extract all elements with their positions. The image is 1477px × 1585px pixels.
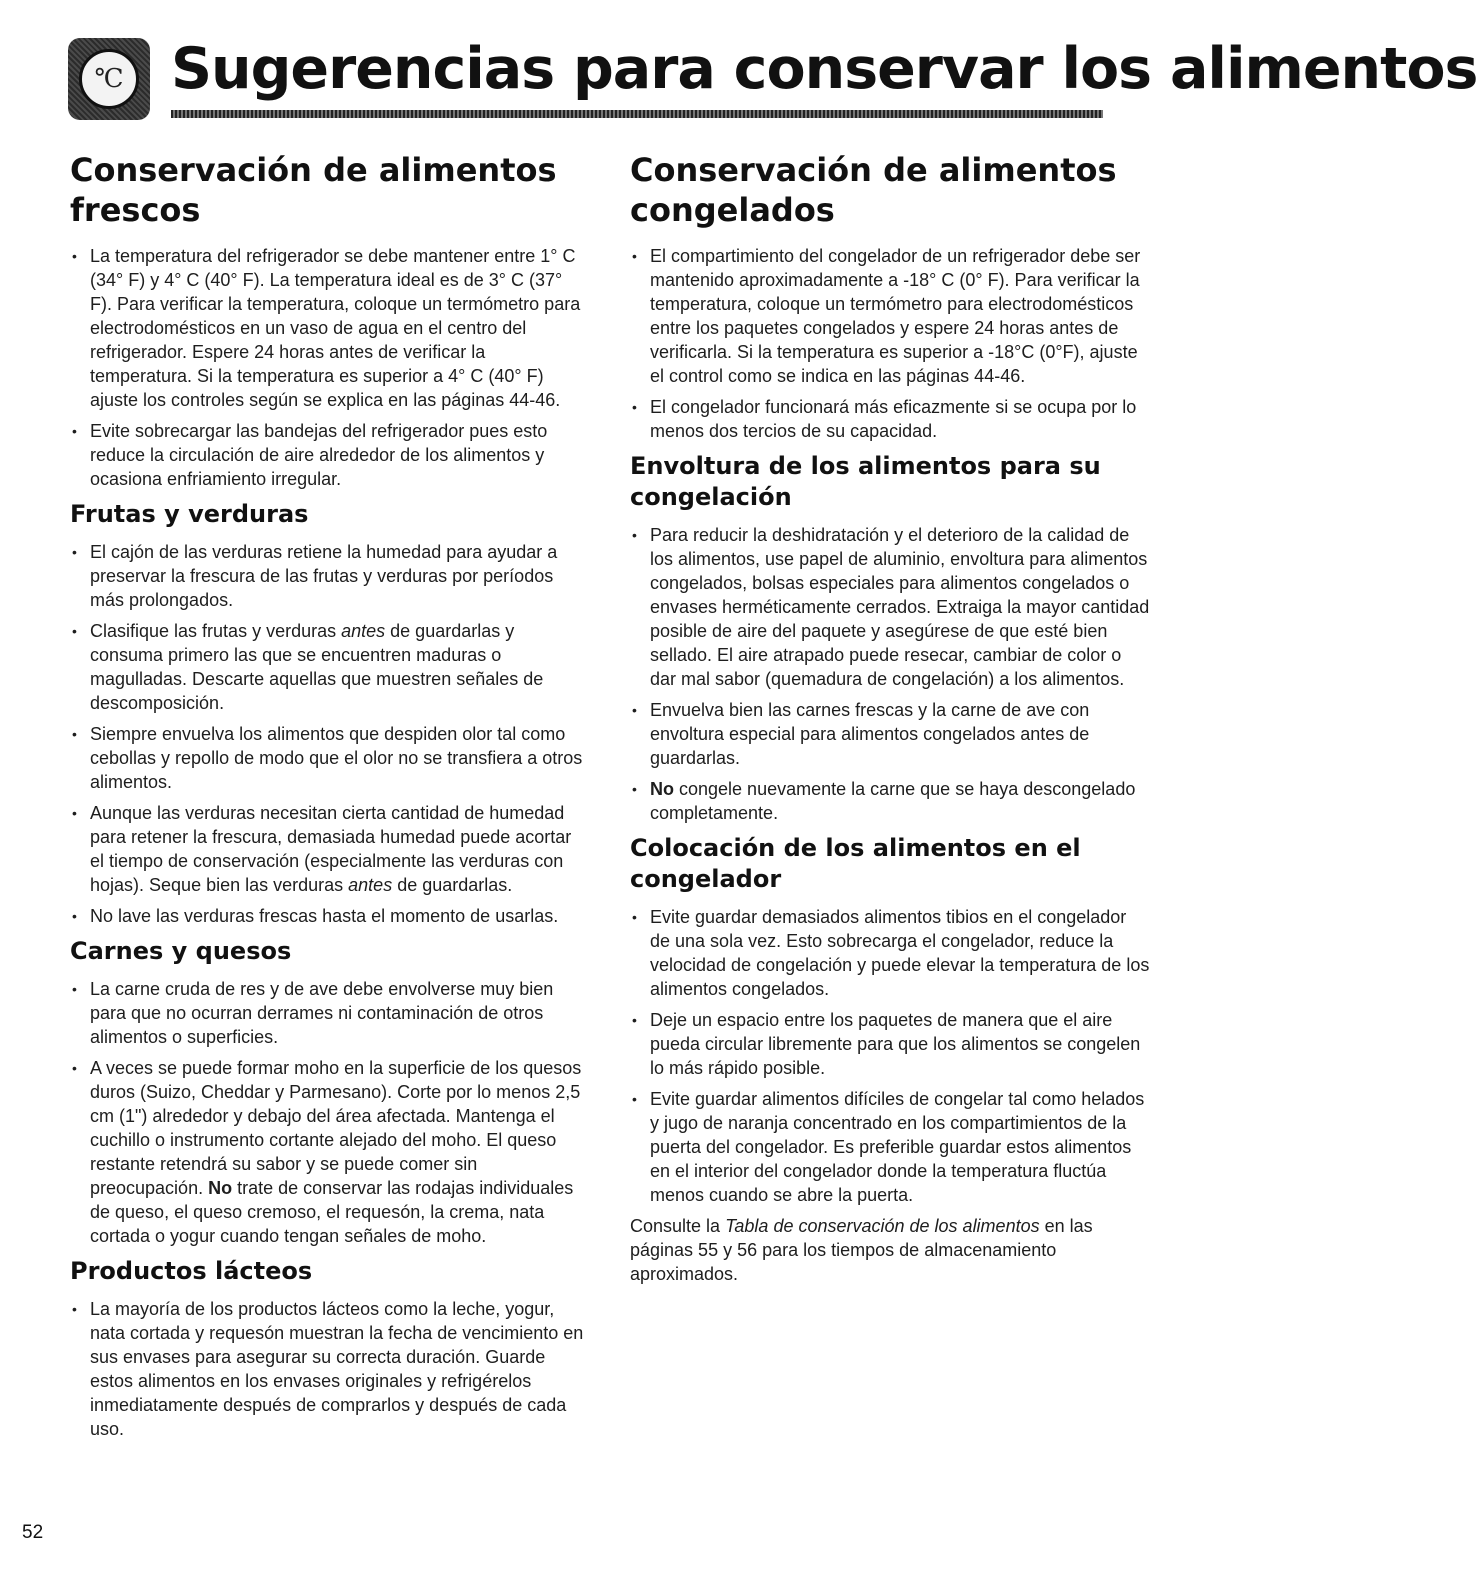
placing-list bbox=[630, 905, 1150, 1207]
subsection-title-placing: Colocación de los alimentos en el congelador bbox=[630, 834, 1081, 893]
list-item: • A veces se puede formar moho en la superficie de los quesos duros (Suizo, Cheddar y Parmesano). Corte por lo menos 2,5 cm (1") alrededor y debajo del área afectada. Mantenga el cuchillo o instrumento cortante alejado del moho. El queso restante retendrá su sabor y se puede comer sin preocupación. No trate de conservar las rodajas individuales de queso, el queso cremoso, el requesón, la crema, nata cortada o yogur cuando tengan señales de moho. bbox=[70, 1056, 588, 1248]
fruits-list bbox=[70, 540, 588, 928]
dairy-list bbox=[70, 1297, 588, 1441]
meats-list bbox=[70, 977, 588, 1248]
list-item: • Evite sobrecargar las bandejas del refrigerador pues esto reduce la circulación de aire alrededor de los alimentos y ocasiona enfriamiento irregular. bbox=[70, 419, 588, 491]
subsection-title-wrapping: Envoltura de los alimentos para su congelación bbox=[630, 452, 1101, 511]
dial-face: ℃ bbox=[79, 49, 139, 109]
list-item: • No congele nuevamente la carne que se haya descongelado completamente. bbox=[630, 777, 1150, 825]
list-item: • No lave las verduras frescas hasta el momento de usarlas. bbox=[70, 904, 588, 928]
list-item: • Para reducir la deshidratación y el deterioro de la calidad de los alimentos, use papel de aluminio, envoltura para alimentos congelados, bolsas especiales para alimentos congelados o envases herméticamente cerrados. Extraiga la mayor cantidad posible de aire del paquete y asegúrese de que esté bien sellado. El aire atrapado puede resecar, cambiar de color o dar mal sabor (quemadura de congelación) a los alimentos. bbox=[630, 523, 1150, 691]
list-item: • Envuelva bien las carnes frescas y la carne de ave con envoltura especial para alimentos congelados antes de guardarlas. bbox=[630, 698, 1150, 770]
subsection-title-fruits: Frutas y verduras bbox=[70, 500, 309, 528]
list-item: • Siempre envuelva los alimentos que despiden olor tal como cebollas y repollo de modo que el olor no se transfiera a otros alimentos. bbox=[70, 722, 588, 794]
frozen-intro-list bbox=[630, 244, 1150, 443]
temperature-dial-icon bbox=[68, 38, 150, 120]
list-item: • Deje un espacio entre los paquetes de manera que el aire pueda circular libremente para que los alimentos se congelen lo más rápido posible. bbox=[630, 1008, 1150, 1080]
right-column bbox=[630, 150, 1150, 1286]
storage-table-note: Consulte la Tabla de conservación de los alimentos en las páginas 55 y 56 para los tiempos de almacenamiento aproximados. bbox=[630, 1216, 1093, 1284]
list-item: • La carne cruda de res y de ave debe envolverse muy bien para que no ocurran derrames ni contaminación de otros alimentos o superficies. bbox=[70, 977, 588, 1049]
list-item: • El cajón de las verduras retiene la humedad para ayudar a preservar la frescura de las frutas y verduras por períodos más prolongados. bbox=[70, 540, 588, 612]
subsection-title-meats: Carnes y quesos bbox=[70, 937, 292, 965]
list-item: • El compartimiento del congelador de un refrigerador debe ser mantenido aproximadamente a -18° C (0° F). Para verificar la temperatura, coloque un termómetro para electrodomésticos entre los paquetes congelados y espere 24 horas antes de verificarla. Si la temperatura es superior a -18°C (0°F), ajuste el control como se indica en las páginas 44-46. bbox=[630, 244, 1150, 388]
list-item: • La temperatura del refrigerador se debe mantener entre 1° C (34° F) y 4° C (40° F). La temperatura ideal es de 3° C (37° F). Para verificar la temperatura, coloque un termómetro para electrodomésticos en un vaso de agua en el centro del refrigerador. Espere 24 horas antes de verificar la temperatura. Si la temperatura es superior a 4° C (40° F) ajuste los controles según se explica en las páginas 44-46. bbox=[70, 244, 588, 412]
page-title: Sugerencias para conservar los alimentos bbox=[171, 36, 1477, 102]
list-item: • Evite guardar alimentos difíciles de congelar tal como helados y jugo de naranja concentrado en los compartimientos de la puerta del congelador. Es preferible guardar estos alimentos en el interior del congelador donde la temperatura fluctúa menos cuando se abre la puerta. bbox=[630, 1087, 1150, 1207]
page-header bbox=[68, 34, 1477, 134]
list-item: • Clasifique las frutas y verduras antes de guardarlas y consuma primero las que se encuentren maduras o magulladas. Descarte aquellas que muestren señales de descomposición. bbox=[70, 619, 588, 715]
title-underline bbox=[171, 110, 1103, 118]
list-item: • La mayoría de los productos lácteos como la leche, yogur, nata cortada y requesón muestran la fecha de vencimiento en sus envases para asegurar su correcta duración. Guarde estos alimentos en los envases originales y refrigérelos inmediatamente después de comprarlos y después de cada uso. bbox=[70, 1297, 588, 1441]
section-title-fresh: Conservación de alimentos frescos bbox=[70, 151, 557, 229]
left-column bbox=[70, 150, 588, 1448]
fresh-intro-list bbox=[70, 244, 588, 491]
list-item: • El congelador funcionará más eficazmente si se ocupa por lo menos dos tercios de su capacidad. bbox=[630, 395, 1150, 443]
list-item: • Evite guardar demasiados alimentos tibios en el congelador de una sola vez. Esto sobrecarga el congelador, reduce la velocidad de congelación y puede elevar la temperatura de los alimentos congelados. bbox=[630, 905, 1150, 1001]
list-item: • Aunque las verduras necesitan cierta cantidad de humedad para retener la frescura, demasiada humedad puede acortar el tiempo de conservación (especialmente las verduras con hojas). Seque bien las verduras antes de guardarlas. bbox=[70, 801, 588, 897]
page-number: 52 bbox=[22, 1522, 44, 1543]
wrapping-list bbox=[630, 523, 1150, 825]
subsection-title-dairy: Productos lácteos bbox=[70, 1257, 313, 1285]
section-title-frozen: Conservación de alimentos congelados bbox=[630, 151, 1117, 229]
